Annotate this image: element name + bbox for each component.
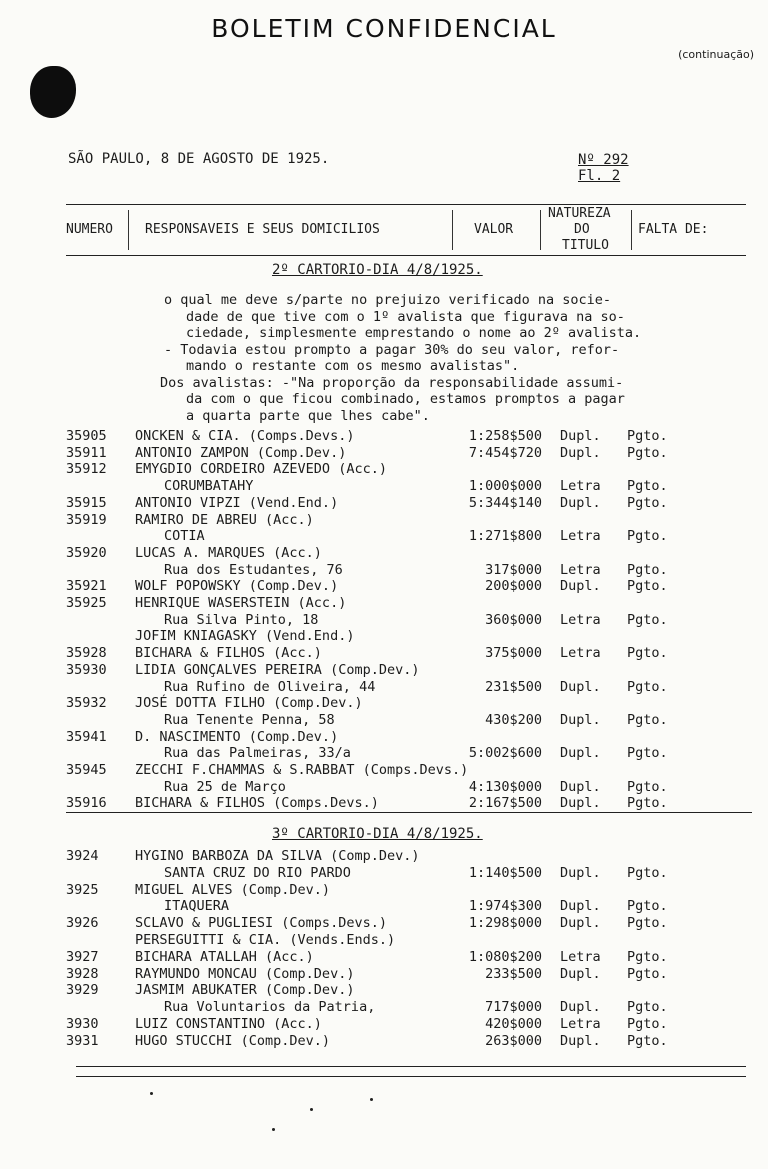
record-number: 35928 (66, 645, 107, 662)
continuation-label: (continuação) (678, 48, 754, 61)
missing-item: Pgto. (627, 965, 668, 982)
responsible-name: HUGO STUCCHI (Comp.Dev.) (135, 1032, 331, 1049)
table-row (0, 1016, 768, 1033)
paragraph-line: dade de que tive com o 1º avalista que figurava na so- (186, 308, 625, 325)
table-row (0, 779, 768, 796)
record-number: 35930 (66, 661, 107, 678)
table-row (0, 1033, 768, 1050)
paragraph-line: - Todavia estou prompto a pagar 30% do seu valor, refor- (164, 341, 620, 358)
missing-item: Pgto. (627, 795, 668, 812)
amount-value: 420$000 (485, 1016, 542, 1032)
col-header-responsaveis: RESPONSAVEIS E SEUS DOMICILIOS (145, 222, 380, 237)
responsible-name: SCLAVO & PUGLIESI (Comps.Devs.) (135, 915, 387, 932)
missing-item: Pgto. (627, 1032, 668, 1049)
responsible-name: LUIZ CONSTANTINO (Acc.) (135, 1016, 322, 1032)
missing-item: Pgto. (627, 864, 668, 881)
amount-value: 5:344$140 (468, 494, 542, 511)
speck (370, 1098, 373, 1101)
folio-label: Fl. 2 (578, 168, 621, 184)
missing-item: Pgto. (627, 645, 668, 662)
responsible-name: JASMIM ABUKATER (Comp.Dev.) (135, 982, 355, 999)
missing-item: Pgto. (627, 948, 668, 965)
record-number: 3927 (66, 948, 99, 965)
missing-item: Pgto. (627, 561, 668, 578)
table-row (0, 512, 768, 529)
paragraph-line: a quarta parte que lhes cabe". (186, 407, 430, 424)
section-title: 3º CARTORIO-DIA 4/8/1925. (272, 826, 483, 842)
amount-value: 317$000 (485, 561, 542, 578)
missing-item: Pgto. (627, 898, 668, 915)
title-nature: Dupl. (560, 745, 601, 762)
amount-value: 1:080$200 (468, 948, 542, 965)
amount-value: 1:271$800 (468, 528, 542, 545)
responsible-name: ZECCHI F.CHAMMAS & S.RABBAT (Comps.Devs.) (135, 762, 469, 778)
bulletin-number (578, 152, 629, 184)
responsible-address: Rua dos Estudantes, 76 (164, 561, 343, 578)
table-row (0, 932, 768, 949)
title-nature: Letra (560, 645, 601, 662)
city-date: SÃO PAULO, 8 DE AGOSTO DE 1925. (68, 151, 330, 167)
record-number: 3930 (66, 1016, 99, 1032)
title-nature: Letra (560, 478, 601, 495)
number-label: Nº 292 (578, 152, 629, 168)
title-nature: Dupl. (560, 428, 601, 444)
table-row (0, 578, 768, 595)
responsible-name: MIGUEL ALVES (Comp.Dev.) (135, 881, 331, 898)
col-header-valor: VALOR (474, 222, 514, 237)
amount-value: 233$500 (485, 965, 542, 982)
amount-value: 1:258$500 (468, 428, 542, 444)
paragraph-line: Dos avalistas: -"Na proporção da responsabilidade assumi- (160, 374, 624, 391)
record-number: 35912 (66, 461, 107, 478)
col-sep (128, 210, 129, 250)
record-number: 35932 (66, 695, 107, 712)
record-number: 3925 (66, 881, 99, 898)
responsible-name: RAYMUNDO MONCAU (Comp.Dev.) (135, 965, 355, 982)
amount-value: 231$500 (485, 678, 542, 695)
ink-blot (30, 66, 76, 118)
table-row (0, 628, 768, 645)
responsible-name: LUCAS A. MARQUES (Acc.) (135, 544, 322, 561)
table-row (0, 428, 768, 445)
responsible-address: COTIA (164, 528, 205, 545)
record-number: 35915 (66, 494, 107, 511)
paragraph-line: ciedade, simplesmente emprestando o nome ao 2º avalista. (186, 325, 642, 341)
responsible-name: ANTONIO VIPZI (Vend.End.) (135, 494, 339, 511)
title-nature: Letra (560, 948, 601, 965)
table-row (0, 729, 768, 746)
missing-item: Pgto. (627, 444, 668, 461)
missing-item: Pgto. (627, 528, 668, 545)
title-nature: Dupl. (560, 444, 601, 461)
record-number: 35916 (66, 795, 107, 812)
table-row (0, 695, 768, 712)
declaration-paragraph (160, 292, 754, 424)
table-row (0, 848, 768, 865)
missing-item: Pgto. (627, 578, 668, 595)
responsible-name: WOLF POPOWSKY (Comp.Dev.) (135, 578, 339, 595)
paragraph-line: da com o que ficou combinado, estamos promptos a pagar (186, 391, 625, 407)
responsible-address: Rua 25 de Março (164, 778, 286, 795)
table-row (0, 662, 768, 679)
responsible-address: Rua Silva Pinto, 18 (164, 611, 319, 628)
amount-value: 375$000 (485, 645, 542, 662)
amount-value: 4:130$000 (468, 778, 542, 795)
amount-value: 1:298$000 (468, 915, 542, 932)
table-row (0, 915, 768, 932)
title-nature: Dupl. (560, 494, 601, 511)
col-sep (540, 210, 541, 250)
amount-value: 5:002$600 (468, 745, 542, 762)
record-number: 3926 (66, 915, 99, 932)
amount-value: 1:974$300 (468, 898, 542, 915)
responsible-address: Rua Rufino de Oliveira, 44 (164, 678, 376, 695)
table-row (0, 595, 768, 612)
title-nature: Dupl. (560, 965, 601, 982)
missing-item: Pgto. (627, 678, 668, 695)
table-row (0, 562, 768, 579)
amount-value: 1:000$000 (468, 478, 542, 495)
table-row (0, 478, 768, 495)
table-row (0, 795, 768, 812)
responsible-name: ONCKEN & CIA. (Comps.Devs.) (135, 428, 355, 444)
title-nature: Letra (560, 528, 601, 545)
table-row (0, 461, 768, 478)
title-nature: Letra (560, 611, 601, 628)
responsible-name: ANTONIO ZAMPON (Comp.Dev.) (135, 444, 347, 461)
title-nature: Letra (560, 1016, 601, 1032)
record-number: 35920 (66, 544, 107, 561)
header-top-rule (66, 204, 746, 205)
speck (272, 1128, 275, 1131)
table-row (0, 495, 768, 512)
title-nature: Dupl. (560, 711, 601, 728)
table-row (0, 679, 768, 696)
missing-item: Pgto. (627, 915, 668, 932)
record-number: 3928 (66, 965, 99, 982)
record-number: 3931 (66, 1032, 99, 1049)
title-nature: Dupl. (560, 578, 601, 595)
record-number: 35945 (66, 762, 107, 778)
table-row (0, 882, 768, 899)
responsible-name: BICHARA ATALLAH (Acc.) (135, 948, 314, 965)
col-header-natureza: NATUREZA (548, 206, 611, 221)
responsible-name: HENRIQUE WASERSTEIN (Acc.) (135, 595, 347, 611)
title-nature: Dupl. (560, 864, 601, 881)
amount-value: 200$000 (485, 578, 542, 595)
col-sep (452, 210, 453, 250)
responsible-name: LIDIA GONÇALVES PEREIRA (Comp.Dev.) (135, 661, 420, 678)
table-row (0, 712, 768, 729)
footer-rule (76, 1066, 746, 1067)
section-title: 2º CARTORIO-DIA 4/8/1925. (272, 262, 483, 278)
speck (150, 1092, 153, 1095)
table-row (0, 898, 768, 915)
table-row (0, 528, 768, 545)
title-nature: Dupl. (560, 898, 601, 915)
missing-item: Pgto. (627, 778, 668, 795)
responsible-name: EMYGDIO CORDEIRO AZEVEDO (Acc.) (135, 461, 387, 478)
table-row (0, 999, 768, 1016)
responsible-address: Rua Tenente Penna, 58 (164, 711, 335, 728)
responsible-address: SANTA CRUZ DO RIO PARDO (164, 864, 351, 881)
record-number: 35911 (66, 444, 107, 461)
document-title: BOLETIM CONFIDENCIAL (211, 14, 557, 43)
missing-item: Pgto. (627, 711, 668, 728)
amount-value: 263$000 (485, 1032, 542, 1049)
col-header-natureza: TITULO (562, 238, 609, 253)
table-row (0, 445, 768, 462)
speck (310, 1108, 313, 1111)
amount-value: 1:140$500 (468, 864, 542, 881)
missing-item: Pgto. (627, 745, 668, 762)
col-header-falta: FALTA DE: (638, 222, 709, 237)
record-number: 35925 (66, 595, 107, 611)
title-nature: Dupl. (560, 678, 601, 695)
col-header-natureza: DO (574, 222, 590, 237)
title-nature: Letra (560, 561, 601, 578)
amount-value: 7:454$720 (468, 444, 542, 461)
responsible-name: BICHARA & FILHOS (Acc.) (135, 645, 322, 662)
record-number: 35919 (66, 511, 107, 528)
title-nature: Dupl. (560, 778, 601, 795)
table-row (0, 545, 768, 562)
title-nature: Dupl. (560, 999, 601, 1016)
missing-item: Pgto. (627, 494, 668, 511)
responsible-address: ITAQUERA (164, 898, 230, 915)
section-divider (66, 812, 752, 813)
paragraph-line: mando o restante com os mesmo avalistas". (186, 358, 520, 374)
missing-item: Pgto. (627, 428, 668, 444)
missing-item: Pgto. (627, 1016, 668, 1032)
footer-rule (76, 1076, 746, 1077)
table-row (0, 982, 768, 999)
responsible-name: RAMIRO DE ABREU (Acc.) (135, 511, 314, 528)
record-number: 35941 (66, 728, 107, 745)
paragraph-line: o qual me deve s/parte no prejuizo verificado na socie- (164, 292, 612, 308)
responsible-name: D. NASCIMENTO (Comp.Dev.) (135, 728, 339, 745)
responsible-name: JOSÉ DOTTA FILHO (Comp.Dev.) (135, 695, 363, 712)
title-nature: Dupl. (560, 1032, 601, 1049)
responsible-name: HYGINO BARBOZA DA SILVA (Comp.Dev.) (135, 848, 420, 864)
amount-value: 430$200 (485, 711, 542, 728)
title-nature: Dupl. (560, 915, 601, 932)
responsible-address: Rua Voluntarios da Patria, (164, 999, 376, 1016)
table-row (0, 745, 768, 762)
table-row (0, 645, 768, 662)
col-header-numero: NUMERO (66, 222, 113, 237)
amount-value: 717$000 (485, 999, 542, 1016)
missing-item: Pgto. (627, 478, 668, 495)
record-number: 3929 (66, 982, 99, 999)
responsible-address: Rua das Palmeiras, 33/a (164, 745, 351, 762)
missing-item: Pgto. (627, 611, 668, 628)
col-sep (631, 210, 632, 250)
table-row (0, 612, 768, 629)
amount-value: 2:167$500 (468, 795, 542, 812)
table-row (0, 762, 768, 779)
amount-value: 360$000 (485, 611, 542, 628)
responsible-address: CORUMBATAHY (164, 478, 254, 495)
table-row (0, 949, 768, 966)
title-nature: Dupl. (560, 795, 601, 812)
responsible-name: PERSEGUITTI & CIA. (Vends.Ends.) (135, 932, 396, 948)
responsible-name: BICHARA & FILHOS (Comps.Devs.) (135, 795, 379, 812)
table-row (0, 865, 768, 882)
header-bottom-rule (66, 255, 746, 256)
record-number: 35921 (66, 578, 107, 595)
table-row (0, 966, 768, 983)
responsible-name: JOFIM KNIAGASKY (Vend.End.) (135, 628, 355, 645)
record-number: 35905 (66, 428, 107, 444)
record-number: 3924 (66, 848, 99, 864)
missing-item: Pgto. (627, 999, 668, 1016)
